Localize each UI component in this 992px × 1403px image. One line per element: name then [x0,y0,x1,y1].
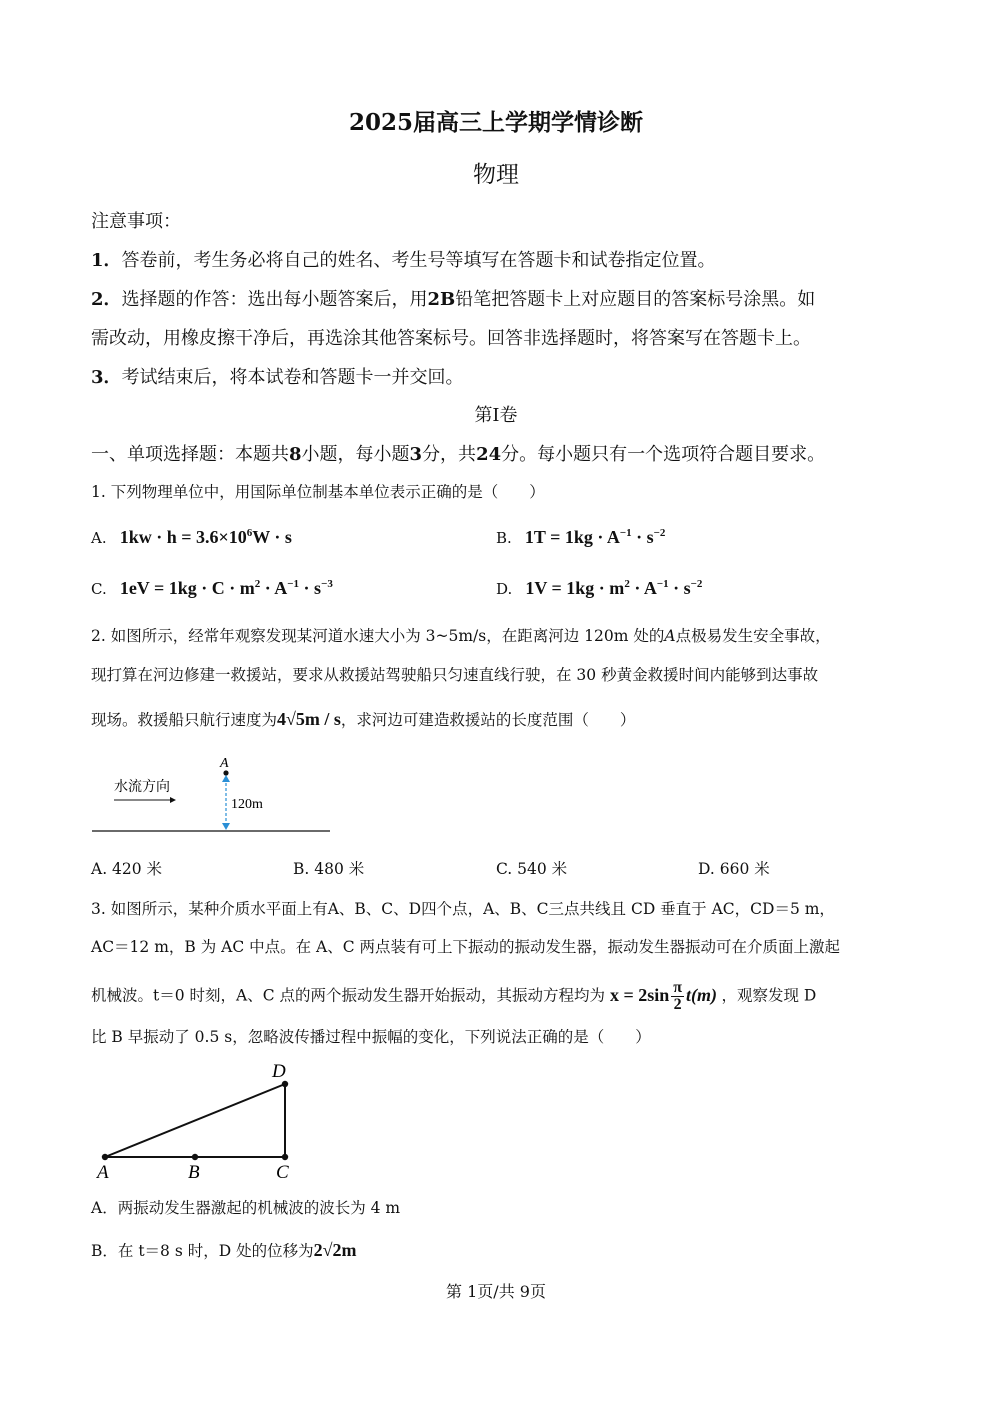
q3-option-b-text: B．在 t＝8 s 时，D 处的位移为 [91,1242,314,1260]
notice-item-2-bold: 2B [427,289,456,310]
notice-item-2-line2: 需改动，用橡皮擦干净后，再选涂其他答案标号。回答非选择题时，将答案写在答题卡上。 [91,328,811,349]
flow-arrow-head [170,797,176,803]
q2-line-1 [91,624,831,646]
frac-numerator: π [673,979,682,996]
q1-option-c-formula: $1eV = 1kg \cdot C \cdot m^2 \cdot A^{-1} \cdot s^{-3}$ [119,578,333,598]
section-points-total: 24 [476,444,502,465]
notice-item-3-text: 考试结束后，将本试卷和答题卡一并交回。 [121,367,464,388]
label-c: C [276,1162,289,1182]
section-text-b: 小题，每小题 [301,444,410,465]
notice-item-1-text: 答卷前，考生务必将自己的姓名、考生号等填写在答题卡和试卷指定位置。 [121,250,716,271]
q3-wave-equation: x = 2sin $\frac{\pi}{2}$ t(m) [609,979,717,1013]
section-text-c: 分，共 [422,444,477,465]
exam-title: 2025届高三上学期学情诊断 [348,109,643,136]
q1-option-a-formula: $1kw \cdot h = 3.6\times 10^6W \cdot s$ [119,527,292,547]
label-b: B [188,1162,200,1182]
q2-option-d: D. 660 米 [698,860,770,878]
point-b [192,1154,198,1160]
q2-line-1-a: 2. 如图所示，经常年观察发现某河道水速大小为 3~5m/s，在距离河边 120m 处的 [91,627,665,645]
distance-arrow-down [222,823,230,830]
notice-item-1-num: 1． [91,250,122,271]
notice-item-2 [91,285,815,311]
q3-option-b [91,1239,356,1261]
notice-item-2-text-b: 铅笔把答题卡上对应题目的答案标号涂黑。如 [455,289,816,310]
q2-line-3-a: 现场。救援船只航行速度为 [91,711,278,729]
page-footer: 第 1页/共 9页 [446,1282,546,1301]
notice-item-3-num: 3． [91,367,122,388]
q3-line-3 [91,980,816,1013]
distance-arrow-up [222,775,230,782]
q2-point-a: A [664,627,676,645]
q2-option-b: B. 480 米 [293,860,365,878]
q3-triangle-figure [92,1058,312,1182]
section-text-a: 一、单项选择题：本题共 [91,444,289,465]
q1-option-d [496,578,702,599]
subject-title: 物理 [473,162,519,188]
point-a-dot [223,770,228,775]
section-points-each: 3 [409,444,423,465]
q1-option-c-label: C. [91,580,107,598]
volume-heading: 第Ⅰ卷 [474,405,518,426]
segment-ad [105,1084,285,1157]
q2-line-3 [91,708,635,730]
q1-option-a-label: A. [91,529,107,547]
q3-line-1: 3. 如图所示，某种介质水平面上有A、B、C、D四个点，A、B、C三点共线且 CD 垂直于 AC，CD＝5 m， [91,900,835,918]
q2-line-2: 现打算在河边修建一救援站，要求从救援站驾驶船只匀速直线行驶，在 30 秒黄金救援时间内能够到达事故 [91,666,819,684]
q1-option-a [91,527,292,548]
notice-heading: 注意事项： [91,211,181,232]
q2-line-3-b: ，求河边可建造救援站的长度范围（ ） [340,711,636,729]
q1-option-d-label: D. [496,580,513,598]
q1-option-b-label: B. [496,529,512,547]
fig-distance-label: 120m [231,797,263,812]
section-num-questions: 8 [289,444,302,465]
q2-option-a: A. 420 米 [91,860,163,878]
q3-line-3-b: ，观察发现 D [721,986,817,1005]
point-a [102,1154,108,1160]
q1-option-b [496,527,665,548]
q3-option-b-math: 2√2m [313,1240,357,1260]
notice-item-2-num: 2． [91,289,122,310]
label-d: D [272,1061,286,1082]
notice-item-1 [91,246,716,272]
frac-denominator: 2 [673,996,682,1013]
q3-option-a: A．两振动发生器激起的机械波的波长为 4 m [91,1199,401,1217]
q3-line-2: AC＝12 m，B 为 AC 中点。在 A、C 两点装有可上下振动的振动发生器，振动发生器振动可在介质面上激起 [91,938,841,956]
q3-line-4: 比 B 早振动了 0.5 s，忽略波传播过程中振幅的变化，下列说法正确的是（ ） [91,1028,651,1046]
notice-item-2-text-a: 选择题的作答：选出每小题答案后，用 [121,289,428,310]
notice-item-3 [91,363,464,389]
fig-label-a: A [220,756,229,771]
q2-river-figure [90,752,335,837]
q1-option-c [91,578,333,599]
fig-flow-label: 水流方向 [114,779,170,795]
q1-option-d-formula: $1V = 1kg \cdot m^2 \cdot A^{-1} \cdot s^{-2}$ [525,578,703,598]
section-heading [91,440,825,466]
label-a: A [97,1162,109,1182]
q1-option-b-formula: $1T = 1kg \cdot A^{-1} \cdot s^{-2}$ [524,527,666,547]
q2-line-1-b: 点极易发生安全事故， [675,627,831,645]
q2-option-c: C. 540 米 [496,860,568,878]
q3-line-3-a: 机械波。t＝0 时刻，A、C 点的两个振动发生器开始振动，其振动方程均为 [91,986,605,1005]
q2-speed-formula: 4√5m / s [277,709,341,729]
section-text-d: 分。每小题只有一个选项符合题目要求。 [501,444,826,465]
q1-stem: 1. 下列物理单位中，用国际单位制基本单位表示正确的是（ ） [91,483,545,501]
point-c [282,1154,288,1160]
